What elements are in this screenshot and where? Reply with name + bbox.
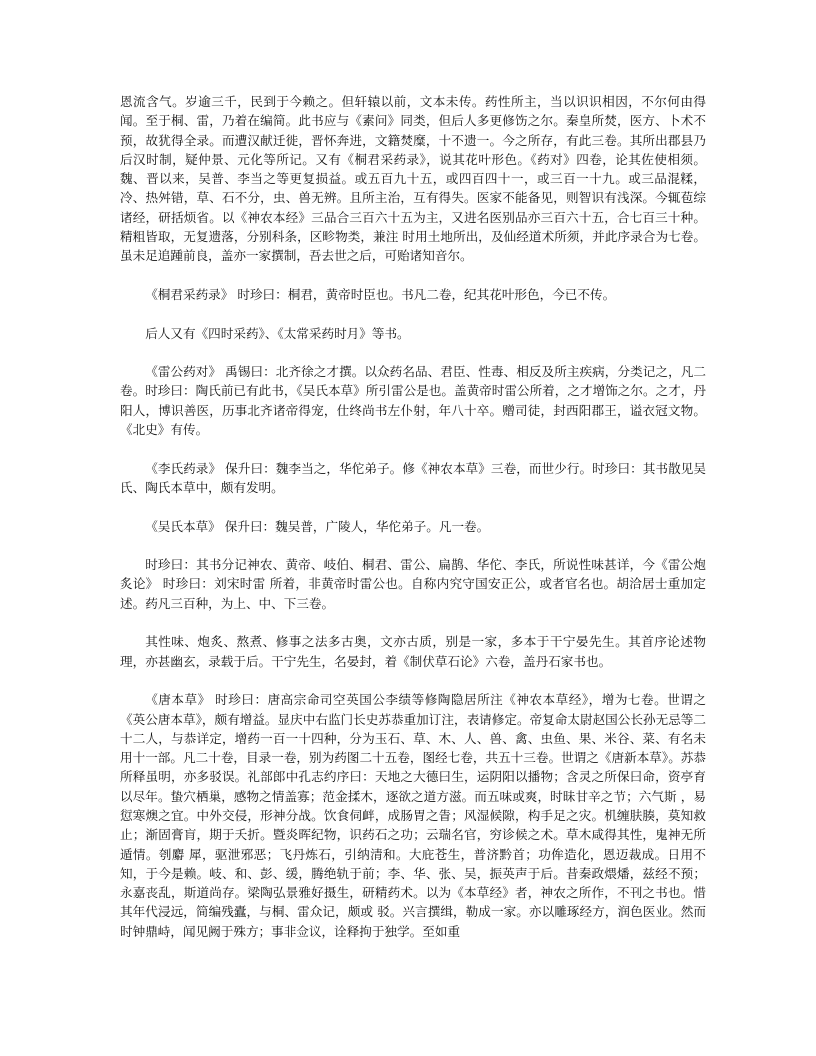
paragraph-preface: 恩流含气。岁逾三千，民到于今赖之。但轩辕以前，文本未传。药性所主，当以识识相因，不尔何由得闻。至于桐、雷，乃着在编简。此书应与《素问》同类，但后人多更修饬之尔。秦皇所焚，医方、卜术不预，故犹得全录。而遭汉献迁徙，晋怀奔进，文籍焚糜，十不遗一。今之所存，有此三卷。其所出郡县乃后汉时制，疑仲景、元化等所记。又有《桐君采药录》，说其花叶形色。《药对》四卷，论其佐使相须。魏、晋以来，吴普、李当之等更复损益。或五百九十五，或四百四十一，或三百一十九。或三品混糅，冷、热舛错，草、石不分，虫、兽无辨。且所主治，互有得失。医家不能备见，则智识有浅深。今辄苞综诸经，研括烦省。以《神农本经》三品合三百六十五为主，又进名医别品亦三百六十五，合七百三十种。精粗皆取，无复遗落，分别科条，区畛物类，兼注 时用土地所出，及仙经道术所须，并此序录合为七卷。虽未足追踵前良，盖亦一家撰制，吾去世之后，可贻诸知音尔。 <box>120 94 706 264</box>
paragraph-sishi: 后人又有《四时采药》、《太常采药时月》等书。 <box>145 325 410 341</box>
paragraph-xingwei: 其性味、炮炙、熬煮、修事之法多古奥，文亦古质，别是一家，多本于干宁晏先生。其首序论述物理，亦甚幽玄，录载于后。干宁先生，名晏封，着《制伏草石论》六卷，盖丹石家书也。 <box>120 634 706 669</box>
paragraph-tongjun: 《桐君采药录》 时珍曰：桐君，黄帝时臣也。书凡二卷，纪其花叶形色，今已不传。 <box>145 286 616 302</box>
paragraph-paozhi: 时珍曰：其书分记神农、黄帝、岐伯、桐君、雷公、扁鹊、华佗、李氏，所说性味甚详，今《雷公炮炙论》 时珍曰：刘宋时雷 所着，非黄帝时雷公也。自称内究守国安正公，或者官名也。胡洽居士重加定述。药凡三百种，为上、中、下三卷。 <box>120 557 706 611</box>
paragraph-lishi: 《李氏药录》 保升曰：魏李当之，华佗弟子。修《神农本草》三卷，而世少行。时珍曰：其书散见吴氏、陶氏本草中，颇有发明。 <box>120 460 706 495</box>
paragraph-wushi: 《吴氏本草》 保升曰：魏吴普，广陵人，华佗弟子。凡一卷。 <box>145 518 490 534</box>
paragraph-tang-bencao: 《唐本草》 时珍曰：唐高宗命司空英国公李绩等修陶隐居所注《神农本草经》，增为七卷。世谓之《英公唐本草》，颇有增益。显庆中右监门长史苏恭重加订注，表请修定。帝复命太尉赵国公长孙无忌等二十二人，与恭详定，增药一百一十四种，分为玉石、草、木、人、兽、禽、虫鱼、果、米谷、菜、有名未用十一部。凡二十卷，目录一卷，别为药图二十五卷，图经七卷，共五十三卷。世谓之《唐新本草》。苏恭所释虽明，亦多驳误。礼部郎中孔志约序曰：天地之大德曰生，运阴阳以播物；含灵之所保曰命，资亭育以尽年。蛰穴栖巢，感物之情盖寡；范金揉木，逐欲之道方滋。而五味或爽，时昧甘辛之节；六气斯 ，易愆寒燠之宜。中外交侵，形神分战。饮食伺衅，成肠胃之眚；风湿候隙，构手足之灾。机缠肤腠，莫知救止；渐固膏肓，期于夭折。暨炎晖纪物，识药石之功；云瑞名官，穷诊候之术。草木咸得其性，鬼神无所遁情。刳麝 犀，驱泄邪恶；飞丹炼石，引纳清和。大庇苍生，普济黔首；功侔造化，恩迈裁成。日用不知，于今是赖。岐、和、彭、缓，腾绝轨于前；李、华、张、吴，振英声于后。昔秦政煨燔，兹经不预；永嘉丧乱，斯道尚存。梁陶弘景雅好摄生，研精药术。以为《本草经》者，神农之所作，不刊之书也。惜其年代浸远，简编残蠹，与桐、雷众记，颇或 驳。兴言撰缉，勒成一家。亦以雕琢经方，润色医业。然而时钟鼎峙，闻见阙于殊方；事非佥议，诠释拘于独学。至如重 <box>120 692 706 939</box>
paragraph-leigong-yaodui: 《雷公药对》 禹锡曰：北齐徐之才撰。以众药名品、君臣、性毒、相反及所主疾病，分类记之，凡二卷。时珍曰：陶氏前已有此书，《吴氏本草》所引雷公是也。盖黄帝时雷公所着，之才增饰之尔。之才，丹阳人，博识善医，历事北齐诸帝得宠，仕终尚书左仆射，年八十卒。赠司徒，封西阳郡王，谥衣冠文物。《北史》有传。 <box>120 364 706 438</box>
